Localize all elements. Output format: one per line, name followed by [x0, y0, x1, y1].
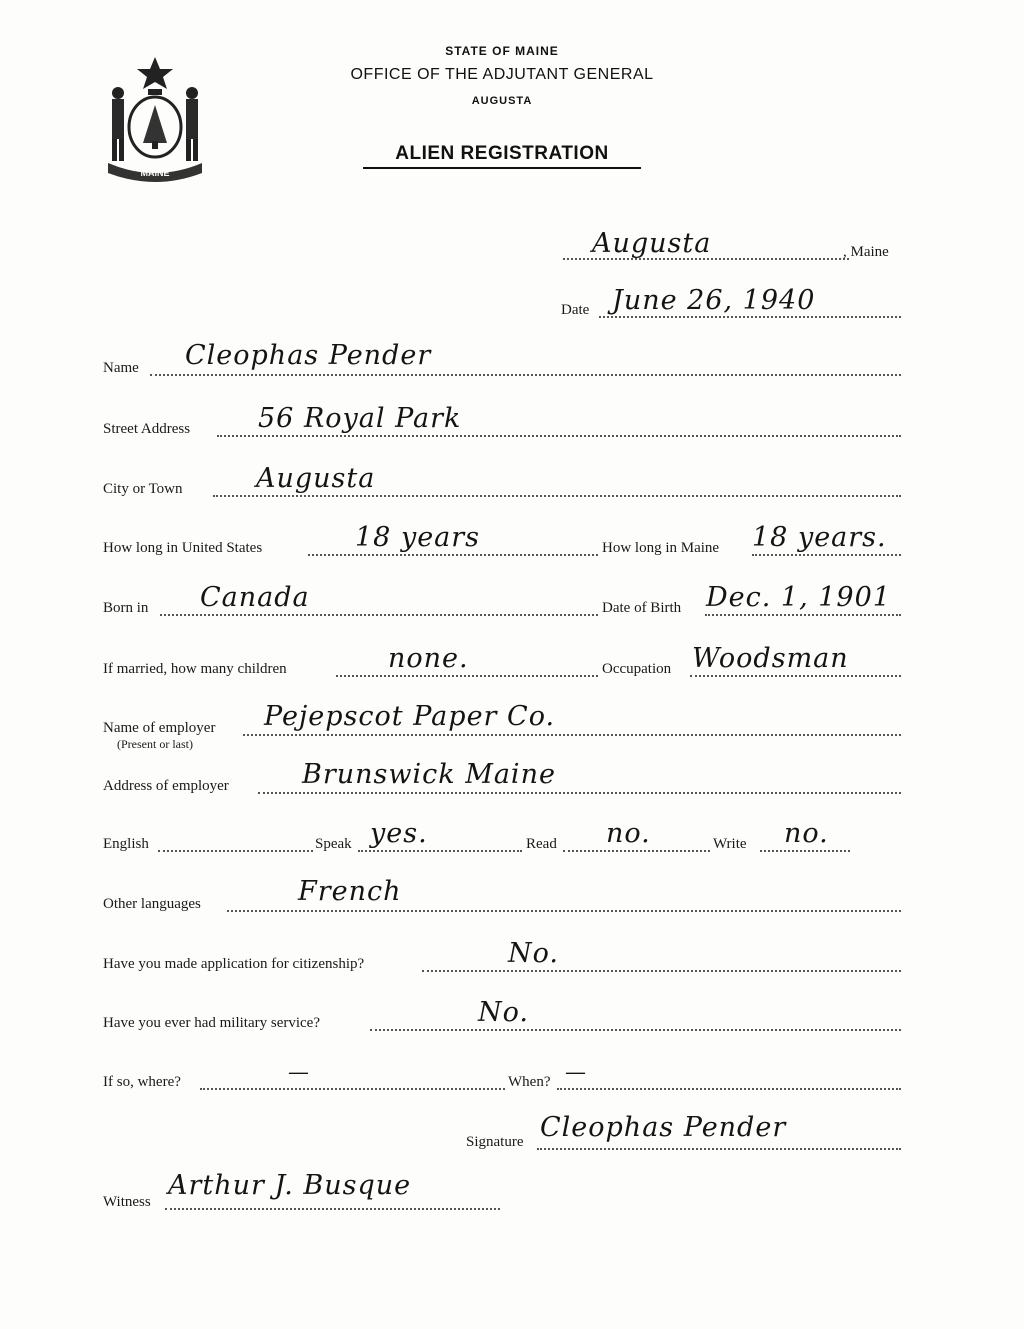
street-value: 56 Royal Park	[258, 403, 462, 434]
signature-line	[537, 1148, 901, 1150]
citizenship-label: Have you made application for citizenship?	[103, 956, 365, 972]
when-line	[557, 1088, 901, 1090]
military-label: Have you ever had military service?	[103, 1015, 320, 1031]
born-label: Born in	[103, 600, 149, 616]
married-line	[336, 675, 598, 677]
read-label: Read	[526, 836, 557, 852]
where-line	[200, 1088, 505, 1090]
speak-value: yes.	[370, 818, 428, 849]
citizenship-line	[422, 970, 901, 972]
speak-line	[358, 850, 522, 852]
emp-address-value: Brunswick Maine	[302, 759, 556, 790]
city-label: City or Town	[103, 481, 183, 497]
employer-label: Name of employer	[103, 720, 216, 736]
military-line	[370, 1029, 901, 1031]
us-label: How long in United States	[103, 540, 263, 556]
other-lang-value: French	[298, 876, 402, 907]
dob-label: Date of Birth	[602, 600, 682, 616]
write-line	[760, 850, 850, 852]
other-lang-line	[227, 910, 901, 912]
where-value: —	[288, 1060, 310, 1084]
born-value: Canada	[200, 582, 310, 613]
street-label: Street Address	[103, 421, 191, 437]
when-label: When?	[508, 1074, 551, 1090]
name-label: Name	[103, 360, 139, 376]
city-value: Augusta	[256, 463, 376, 494]
witness-line	[165, 1208, 500, 1210]
name-line	[150, 374, 901, 376]
us-line	[308, 554, 598, 556]
header-state: STATE OF MAINE	[445, 44, 559, 58]
speak-label: Speak	[315, 836, 352, 852]
maine-long-value: 18 years.	[752, 522, 887, 553]
street-line	[217, 435, 901, 437]
other-lang-label: Other languages	[103, 896, 201, 912]
us-value: 18 years	[355, 522, 481, 553]
seal-text: MAINE	[140, 168, 170, 178]
signature-value: Cleophas Pender	[540, 1112, 787, 1143]
occupation-label: Occupation	[602, 661, 672, 677]
citizenship-value: No.	[508, 938, 559, 969]
city-line	[213, 495, 901, 497]
english-line	[158, 850, 313, 852]
signature-label: Signature	[466, 1134, 524, 1150]
english-label: English	[103, 836, 149, 852]
header-office: OFFICE OF THE ADJUTANT GENERAL	[350, 66, 654, 83]
write-value: no.	[784, 818, 829, 849]
maine-label: , Maine	[843, 244, 889, 260]
dob-value: Dec. 1, 1901	[706, 582, 891, 613]
maine-long-label: How long in Maine	[602, 540, 720, 556]
occupation-line	[690, 675, 901, 677]
occupation-value: Woodsman	[692, 643, 849, 674]
married-label: If married, how many children	[103, 661, 287, 677]
emp-address-line	[258, 792, 901, 794]
employer-line	[243, 734, 901, 736]
state-seal-icon	[100, 55, 210, 185]
when-value: —	[565, 1060, 587, 1084]
place-value: Augusta	[592, 228, 712, 259]
date-label: Date	[561, 302, 590, 318]
children-value: none.	[388, 643, 469, 674]
employer-sublabel: (Present or last)	[117, 737, 193, 751]
military-value: No.	[478, 997, 529, 1028]
form-title: ALIEN REGISTRATION	[395, 143, 609, 164]
emp-address-label: Address of employer	[103, 778, 229, 794]
read-value: no.	[606, 818, 651, 849]
dob-line	[705, 614, 901, 616]
write-label: Write	[713, 836, 747, 852]
employer-value: Pejepscot Paper Co.	[264, 701, 556, 732]
maine-long-line	[752, 554, 901, 556]
name-value: Cleophas Pender	[185, 340, 432, 371]
date-value: June 26, 1940	[612, 285, 816, 316]
where-label: If so, where?	[103, 1074, 181, 1090]
witness-label: Witness	[103, 1194, 151, 1210]
born-line	[160, 614, 598, 616]
title-underline	[363, 167, 641, 169]
header-city: AUGUSTA	[471, 95, 533, 107]
witness-value: Arthur J. Busque	[168, 1170, 412, 1201]
date-line	[599, 316, 901, 318]
read-line	[563, 850, 710, 852]
